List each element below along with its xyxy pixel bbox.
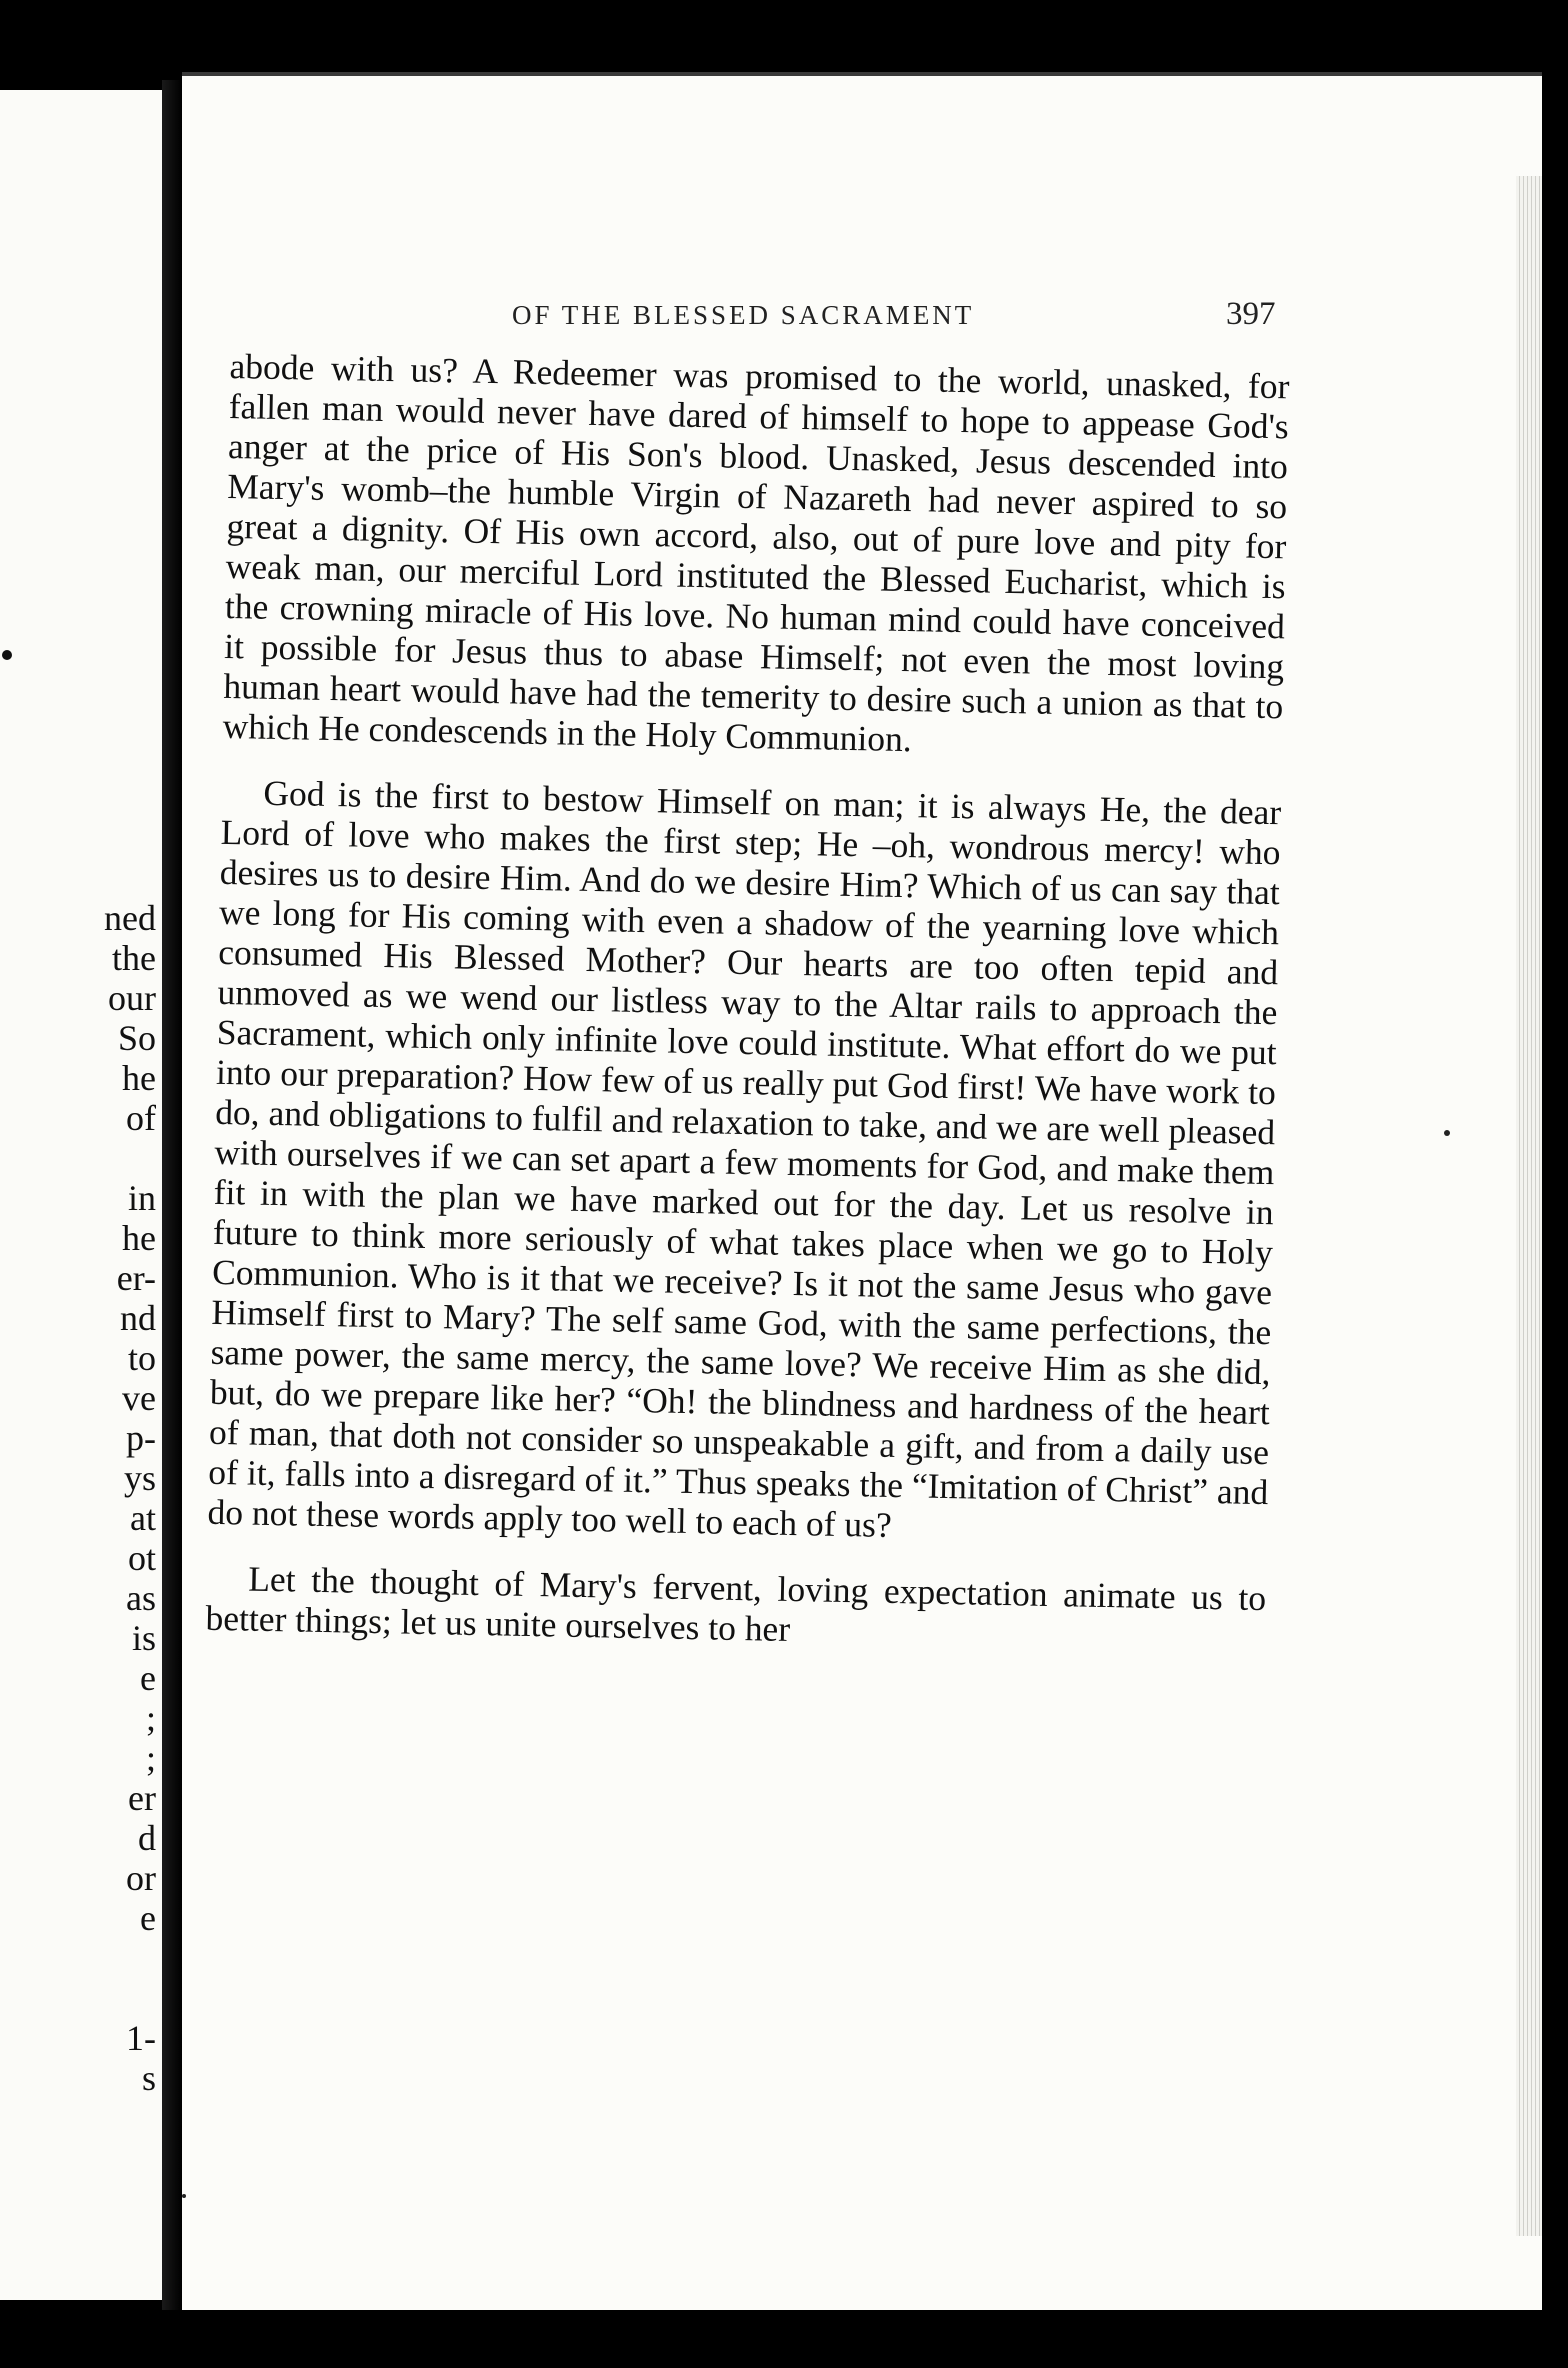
previous-page-fragment: is: [131, 1618, 156, 1658]
previous-page-fragment: the: [112, 938, 156, 978]
previous-page-fragment: [36, 1978, 156, 2018]
book-page: [182, 72, 1542, 2310]
previous-page-fragment: [36, 1938, 156, 1978]
previous-page-fragment: nd: [120, 1298, 156, 1338]
page-stack-edges: [1516, 176, 1542, 2236]
previous-page-fragment: er: [128, 1778, 156, 1818]
previous-page-fragment: at: [130, 1498, 156, 1538]
paragraph-3: Let the thought of Mary's fervent, loving expectation animate us to better things; let us unite ourselves to her: [205, 1558, 1267, 1649]
previous-page-fragment: e: [140, 1898, 156, 1938]
previous-page-line-endings: [36, 898, 156, 2098]
previous-page-fragment: e: [140, 1658, 156, 1698]
previous-page-fragment: er-: [116, 1258, 156, 1298]
paragraph-2: God is the first to bestow Himself on man; it is always He, the dear Lord of love who makes the first step; He –oh, wondrous mercy! who desires us to desire Him. And do we desire Him? Which of us can say that we long for His coming with even a shadow of the yearning love which consumed His Blessed Mother? Our hearts are too often tepid and unmoved as we wend our listless way to the Altar rails to approach the Sacrament, which only infinite love could institute. What effort do we put into our preparation? How few of us really put God first! We have work to do, and obligations to fulfil and relaxation to take, and we are well pleased with ourselves if we can set apart a few moments for God, and make them fit in with the plan we have marked out for the day. Let us resolve in future to think more seriously of what takes place when we go to Holy Communion. Who is it that we receive? Is it not the same Jesus who gave Himself first to Mary? The self same God, with the same perfections, the same power, the same mercy, the same love? We receive Him as she did, but, do we prepare like her? “Oh! the blindness and hardness of the heart of man, that doth not consider so unspeakable a gift, and from a daily use of it, falls into a disregard of it.” Thus speaks the “Imitation of Christ” and do not these words apply too well to each of us?: [207, 772, 1282, 1545]
previous-page-fragment: 1-: [126, 2018, 156, 2058]
previous-page-fragment: ys: [123, 1458, 156, 1498]
previous-page-fragment: ve: [122, 1378, 156, 1418]
page-number: 397: [1226, 296, 1276, 332]
page-mark: [2, 650, 12, 660]
ink-speck: [1444, 1130, 1450, 1136]
previous-page-fragment: So: [117, 1018, 156, 1058]
previous-page-fragment: ;: [145, 1698, 156, 1738]
body-text: [205, 346, 1290, 1658]
previous-page-fragment: in: [127, 1178, 156, 1218]
previous-page-fragment: p-: [126, 1418, 156, 1458]
previous-page-fragment: [36, 1138, 156, 1178]
previous-page-fragment: our: [108, 978, 156, 1018]
previous-page-edge: [0, 90, 165, 2300]
previous-page-fragment: to: [127, 1338, 156, 1378]
previous-page-fragment: he: [122, 1218, 156, 1258]
previous-page-fragment: ned: [104, 898, 156, 938]
previous-page-fragment: s: [141, 2058, 156, 2098]
running-head: OF THE BLESSED SACRAMENT: [512, 300, 975, 330]
previous-page-fragment: as: [126, 1578, 156, 1618]
previous-page-fragment: ;: [145, 1738, 156, 1778]
previous-page-fragment: of: [126, 1098, 156, 1138]
paragraph-1: abode with us? A Redeemer was promised to the world, unasked, for fallen man would never have dared of himself to hope to appease God's anger at the price of His Son's blood. Unasked, Jesus descended into Mary's womb–the humble Virgin of Nazareth had never aspired to so great a dignity. Of His own accord, also, out of pure love and pity for weak man, our merciful Lord instituted the Blessed Eucharist, which is the crowning miracle of His love. No human mind could have conceived it possible for Jesus thus to abase Himself; not even the most loving human heart would have had the temerity to desire such a union as that to which He condescends in the Holy Communion.: [222, 346, 1290, 760]
previous-page-fragment: ot: [127, 1538, 156, 1578]
previous-page-fragment: he: [122, 1058, 156, 1098]
previous-page-fragment: d: [138, 1818, 156, 1858]
ink-speck: [182, 2194, 186, 2198]
book-gutter: [162, 80, 182, 2310]
previous-page-fragment: or: [126, 1858, 156, 1898]
